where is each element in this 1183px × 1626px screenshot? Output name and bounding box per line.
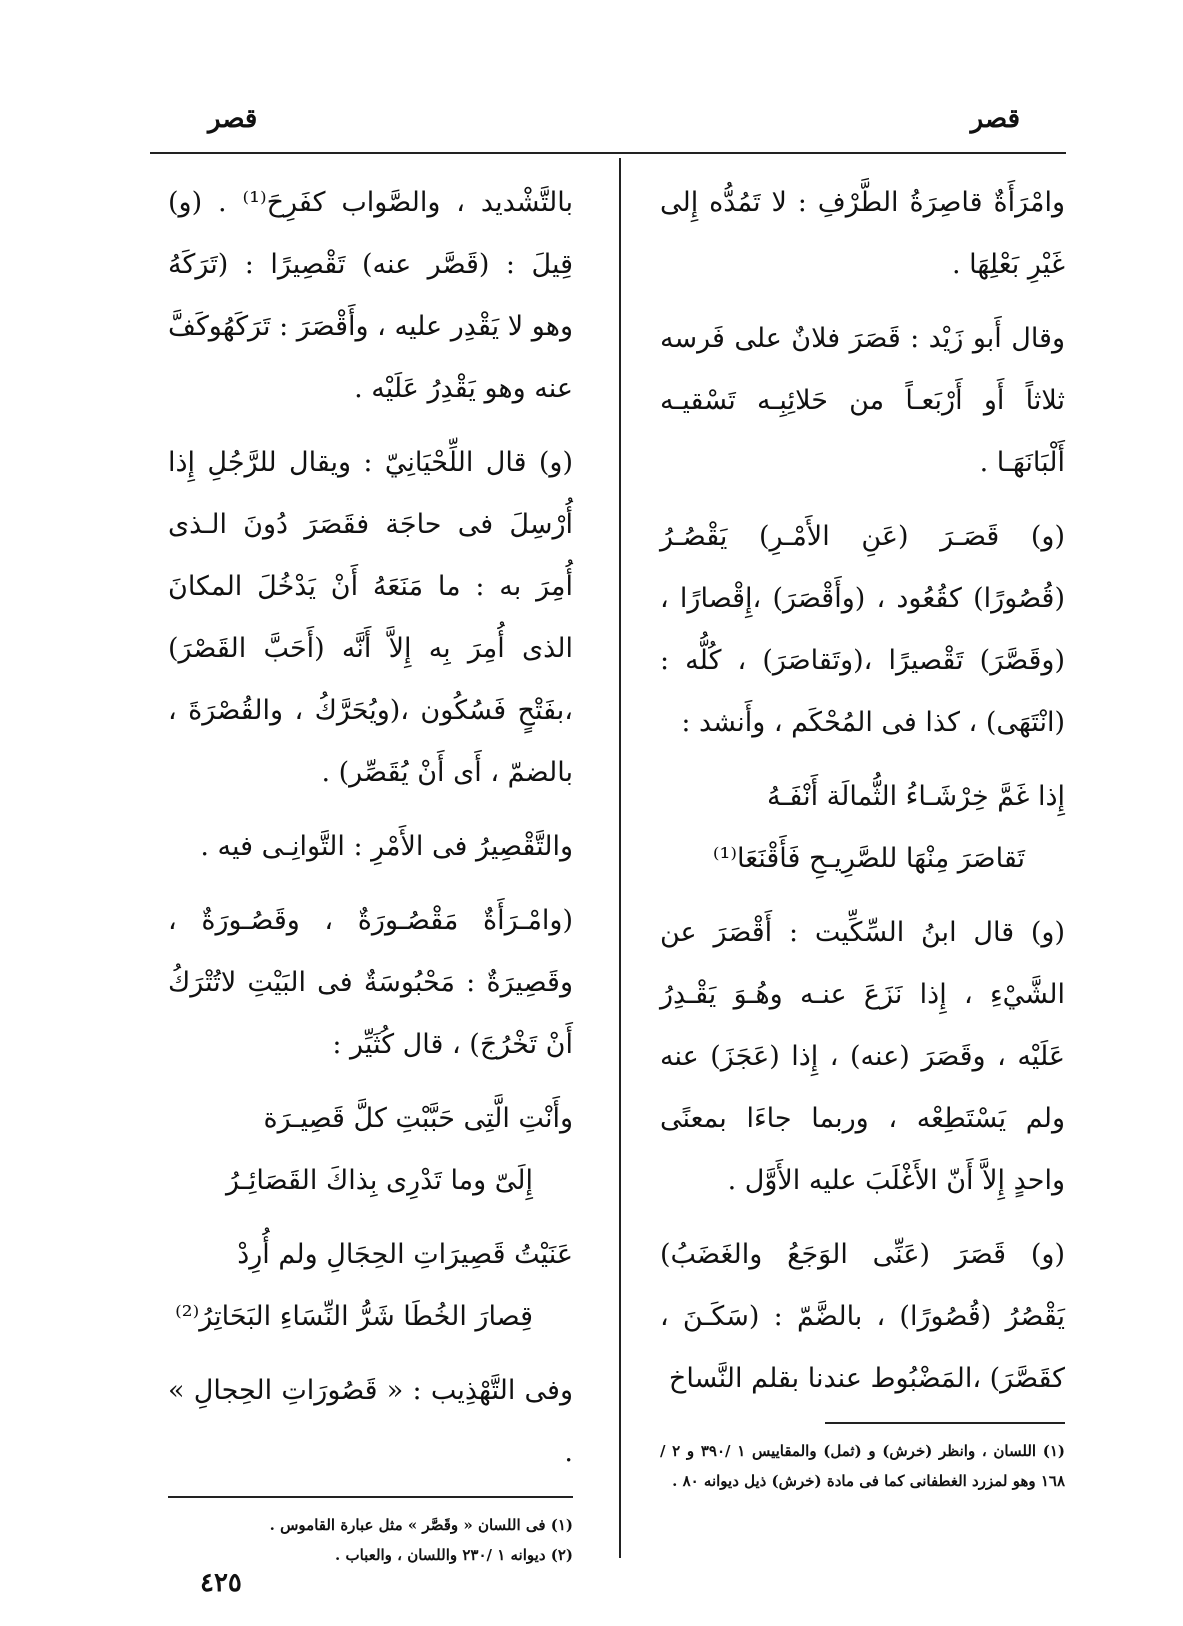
verse-hemistich: تَقاصَرَ مِنْهَا للصَّرِيـحِ فَأَقْنَعَا⁽¹⁾	[712, 843, 1025, 874]
running-header-left: قصر	[208, 104, 258, 134]
left-column	[168, 172, 573, 1570]
footnote: (١) اللسان ، وانظر (خرش) و (ثمل) والمقاييس ١ /٣٩٠ و ٢ /١٦٨ وهو لمزرد الغطفانى كما فى مادة (خرش) ذيل ديوانه ٨٠ .	[660, 1442, 1066, 1490]
verse-hemistich: قِصارَ الخُطَا شَرُّ النِّسَاءِ البَحَاتِرُ⁽²⁾	[175, 1301, 533, 1332]
paragraph: والتَّقْصِيرُ فى الأَمْرِ : التَّوانِـى فيه .	[200, 831, 573, 862]
paragraph: وقال أَبو زَيْد : قَصَرَ فلانٌ على فَرسه ثلاثاً أَو أَرْبَعـاً من حَلائِبِـه تَسْقيـه أَلْبَانَهَـا .	[660, 323, 1065, 478]
verse-hemistich: وأَنْتِ الَّتِى حَبَّبْتِ كلَّ قَصِيـرَة	[263, 1103, 573, 1134]
paragraph: (و) قَصَرَ (عَنِّى الوَجَعُ والغَضَبُ) يَقْصُرُ (قُصُورًا) ، بالضَّمّ : (سَكَـنَ ، كقَصَّرَ) ،المَضْبُوط عندنا بقلم النَّساخ	[660, 1239, 1065, 1394]
footnote-rule	[825, 1422, 1065, 1424]
verse	[168, 1088, 573, 1212]
footnote: (١) فى اللسان « وقَصَّر » مثل عبارة القاموس .	[269, 1516, 573, 1534]
running-header-right: قصر	[970, 104, 1020, 134]
verse-hemistich: إِذا غَمَّ خِرْشَـاءُ الثُّمالَة أَنْفَـهُ	[767, 781, 1065, 812]
column-divider	[619, 158, 621, 1558]
verse-hemistich: عَنَيْتُ قَصِيرَاتِ الحِجَالِ ولم أُرِدْ	[237, 1239, 573, 1270]
paragraph: وفى التَّهْذِيب : « قَصُورَاتِ الحِجالِ » .	[168, 1375, 573, 1468]
paragraph: (و) قال ابنُ السِّكِّيت : أَقْصَرَ عن الشَّيْءِ ، إِذا نَزَعَ عنـه وهُـوَ يَقْـدِرُ عَلَيْه ، وقَصَرَ (عنه) ، إِذا (عَجَزَ) عنه ولم يَسْتَطِعْه ، وربما جاءَا بمعنًى واحدٍ إِلاَّ أَنّ الأَغْلَبَ عليه الأَوَّل .	[660, 917, 1065, 1196]
paragraph: (و) قَصَـرَ (عَنِ الأَمْـرِ) يَقْصُـرُ (قُصُورًا) كقُعُود ، (وأَقْصَرَ) ،إِقْصارًا ، (وقَصَّرَ) تَقْصيرًا ،(وتَقاصَرَ) ، كُلُّه : (انْتَهَى) ، كذا فى المُحْكَم ، وأَنشد :	[660, 521, 1065, 738]
paragraph: (و) قال اللِّحْيَانِيّ : ويقال للرَّجُلِ إِذا أُرْسِلَ فى حاجَة فقَصَرَ دُونَ الـذى أُمِرَ به : ما مَنَعَهُ أَنْ يَدْخُلَ المكانَ الذى أُمِرَ بِه إِلاَّ أَنَّه (أَحَبَّ القَصْرَ) ،بفَتْحٍ فَسُكُون ،(ويُحَرَّكُ ، والقُصْرَةَ ، بالضمّ ، أَى أَنْ يُقَصِّر) .	[168, 447, 573, 788]
verse	[168, 1224, 573, 1348]
verse-hemistich: إِلَىّ وما تَدْرِى بِذاكَ القَصَائِـرُ	[226, 1165, 533, 1196]
paragraph: بالتَّشْديد ، والصَّواب كفَرِحَ⁽¹⁾ . (و) قِيلَ : (قَصَّر عنه) تَقْصِيرًا : (تَرَكَهُ وهو لا يَقْدِر عليه ، وأَقْصَرَ : تَرَكَهُوكَفَّ عنه وهو يَقْدِرُ عَلَيْه .	[168, 187, 573, 404]
footnote: (٢) ديوانه ١ /٢٣٠ واللسان ، والعباب .	[335, 1546, 573, 1564]
right-column	[660, 172, 1065, 1496]
paragraph: (وامْـرَأَةٌ مَقْصُـورَةٌ ، وقَصُـورَةٌ ، وقَصِيرَةٌ : مَحْبُوسَةٌ فى البَيْتِ لاتُتْرَكُ أَنْ تَخْرُجَ) ، قال كُثَيِّر :	[168, 905, 573, 1060]
verse	[660, 766, 1065, 890]
page-number: ٤٢٥	[200, 1568, 242, 1598]
paragraph: وامْرَأَةٌ قاصِرَةُ الطَّرْفِ : لا تَمُدُّه إِلى غَيْرِ بَعْلِهَا .	[660, 187, 1065, 280]
header-rule	[150, 152, 1066, 154]
footnote-rule	[168, 1496, 573, 1498]
